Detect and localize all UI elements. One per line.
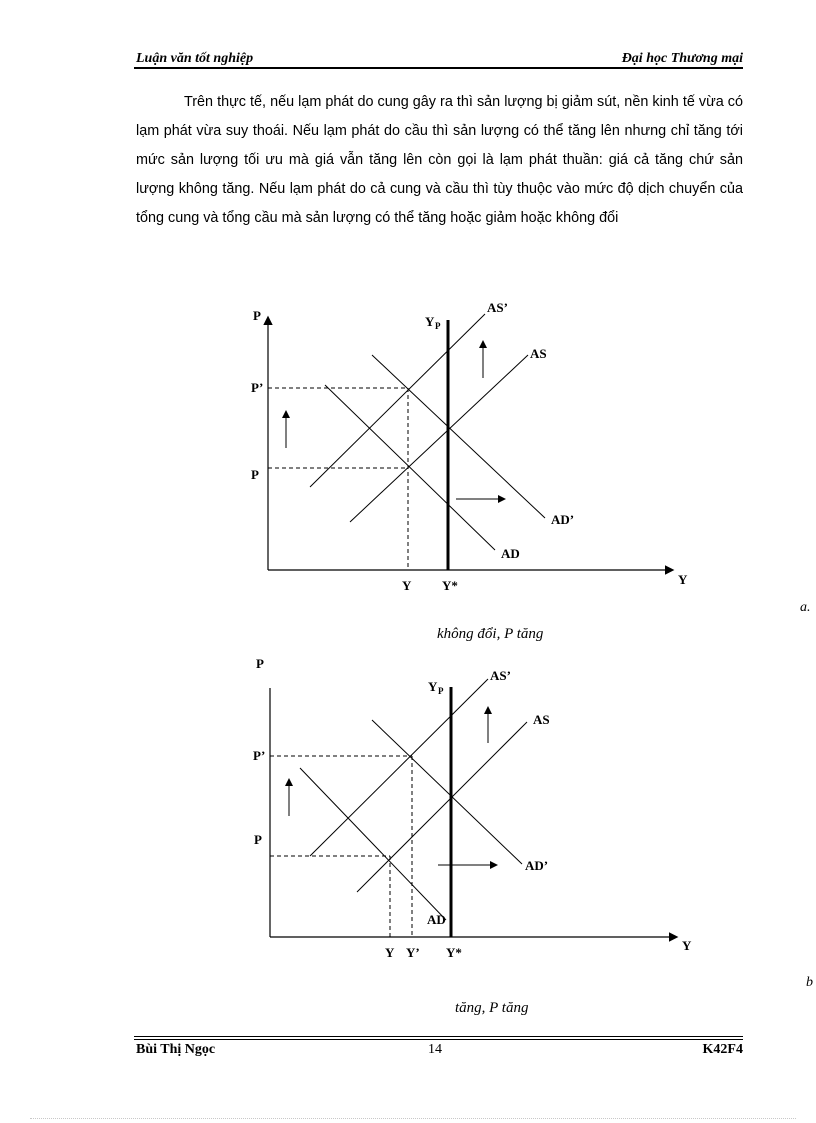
y-low-label: Y — [385, 945, 395, 960]
ad-label: AD — [501, 546, 520, 561]
footer-author: Bùi Thị Ngọc — [136, 1042, 216, 1057]
header-left: Luận văn tốt nghiệp — [136, 51, 254, 66]
figure-b-diagram — [0, 650, 816, 970]
figure-a — [0, 300, 816, 642]
as-shifted-curve — [310, 314, 485, 487]
header-rule — [134, 67, 743, 69]
yp-label: Y — [425, 314, 435, 329]
p-high-label: P’ — [251, 380, 264, 395]
yp-label: Y — [428, 679, 438, 694]
body-paragraph: Trên thực tế, nếu lạm phát do cung gây ra thì sản lượng bị giảm sút, nền kinh tế vừa có lạm phát vừa suy thoái. Nếu lạm phát do cầu thì sản lượng có thể tăng lên nhưng chỉ tăng tới mức sản lượng tối ưu mà giá vẫn tăng lên còn gọi là lạm phát thuần: giá cả tăng chứ sản lượng không tăng. Nếu lạm phát do cả cung và cầu thì tùy thuộc vào mức độ dịch chuyển của tổng cung và tổng cầu mà sản lượng có thể tăng hoặc giảm hoặc không đổi — [136, 94, 743, 226]
ad-shifted-label: AD’ — [551, 512, 575, 527]
as-shifted-label: AS’ — [487, 300, 508, 315]
p-high-label: P’ — [253, 748, 266, 763]
as-shifted-curve — [310, 679, 488, 856]
ad-shifted-curve — [372, 720, 522, 864]
as-curve — [357, 722, 527, 892]
figure-a-diagram — [0, 300, 816, 600]
as-label: AS — [530, 346, 547, 361]
y-axis-label: P — [256, 656, 264, 671]
p-low-label: P — [251, 467, 259, 482]
yp-subscript: P — [435, 321, 441, 331]
header-right: Đại học Thương mại — [621, 51, 743, 66]
yp-subscript: P — [438, 686, 444, 696]
footer-rule-bottom — [134, 1039, 743, 1040]
ad-shifted-label: AD’ — [525, 858, 549, 873]
footer-class-code: K42F4 — [702, 1042, 743, 1057]
figure-a-side-label: a. — [800, 600, 811, 615]
y-low-label: Y — [402, 578, 412, 593]
p-low-label: P — [254, 832, 262, 847]
as-label: AS — [533, 712, 550, 727]
figure-b — [0, 650, 816, 1016]
y-star-label: Y* — [446, 945, 462, 960]
figure-a-caption: không đổi, P tăng — [437, 626, 544, 642]
footer-rule-top — [134, 1036, 743, 1037]
x-axis-label: Y — [678, 572, 688, 587]
figure-b-side-label: b — [806, 975, 813, 990]
footer-page-number: 14 — [428, 1042, 442, 1057]
ad-label: AD — [427, 912, 446, 927]
figure-b-caption: tăng, P tăng — [455, 1000, 529, 1016]
y-axis-label: P — [253, 308, 261, 323]
as-curve — [350, 355, 528, 522]
as-shifted-label: AS’ — [490, 668, 511, 683]
x-axis-label: Y — [682, 938, 692, 953]
y-star-label: Y* — [442, 578, 458, 593]
page-bottom-dotted-edge — [30, 1118, 796, 1119]
ad-shifted-curve — [372, 355, 545, 518]
y-mid-label: Y’ — [406, 945, 420, 960]
